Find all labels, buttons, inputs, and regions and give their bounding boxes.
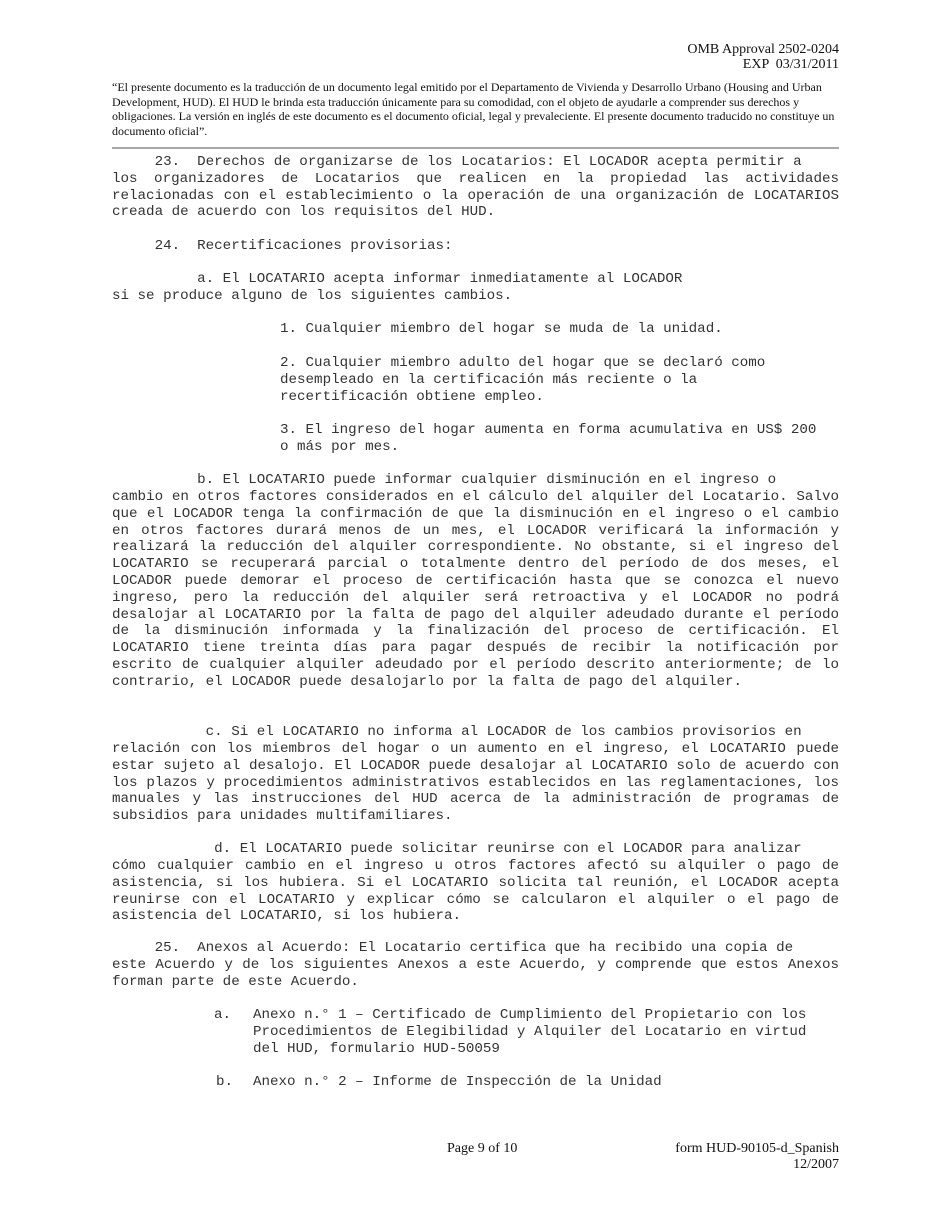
omb-approval-block: [687, 42, 839, 72]
section-24d-text: cómo cualquier cambio en el ingreso u otros factores afectó su alquiler o pago de asistencia, si los hubiera. Si el LOCATARIO solicita tal reunión, el LOCADOR acepta reunirse con el LOCATARIO y explicar cómo se calcularon el alquiler o el pago de asistencia del LOCATARIO, si los hubiera.: [112, 858, 839, 925]
change-item-3: 3. El ingreso del hogar aumenta en forma acumulativa en US$ 200 o más por mes.: [280, 422, 817, 455]
section-23-first-line: 23. Derechos de organizarse de los Locatarios: El LOCADOR acepta permitir a: [112, 154, 802, 170]
section-25-first-line: 25. Anexos al Acuerdo: El Locatario certifica que ha recibido una copia de: [112, 940, 794, 956]
form-number-block: [675, 1141, 839, 1173]
section-25-text: este Acuerdo y de los siguientes Anexos a este Acuerdo, y comprende que estos Anexos forman parte de este Acuerdo.: [112, 957, 839, 990]
page-number: Page 9 of 10: [447, 1141, 518, 1156]
section-24d-first-line: d. El LOCATARIO puede solicitar reunirse con el LOCADOR para analizar: [112, 841, 802, 857]
section-24c-text: relación con los miembros del hogar o un aumento en el ingreso, el LOCATARIO puede estar sujeto al desalojo. El LOCADOR puede desalojar al LOCATARIO solo de acuerdo con los plazos y procedimientos administrativos establecidos en las reglamentaciones, los manuales y las instrucciones del HUD acerca de la administración de programas de subsidios para unidades multifamiliares.: [112, 741, 839, 825]
form-number: form HUD-90105-d_Spanish: [675, 1141, 839, 1156]
annex-a-letter: a.: [214, 1007, 232, 1023]
section-24-title: 24. Recertificaciones provisorias:: [112, 238, 453, 254]
section-24a-first-line: a. El LOCATARIO acepta informar inmediatamente al LOCADOR: [112, 271, 683, 287]
form-date: 12/2007: [793, 1157, 839, 1172]
section-24b-first-line: b. El LOCATARIO puede informar cualquier disminución en el ingreso o: [112, 472, 777, 488]
annex-b-text: Anexo n.° 2 – Informe de Inspección de la Unidad: [253, 1074, 662, 1090]
change-item-2: 2. Cualquier miembro adulto del hogar que se declaró como desempleado en la certificación más reciente o la recertificación obtiene empleo.: [280, 355, 766, 405]
omb-approval-number: OMB Approval 2502-0204: [687, 42, 839, 57]
section-24b-text: cambio en otros factores considerados en el cálculo del alquiler del Locatario. Salvo que el LOCADOR tenga la confirmación de que la disminución en el ingreso o el cambio en otros factores durará menos de un mes, el LOCADOR verificará la información y realizará la reducción del alquiler correspondiente. No obstante, si el ingreso del LOCATARIO se recuperará parcial o totalmente dentro del período de dos meses, el LOCADOR puede demorar el proceso de certificación hasta que se conozca el nuevo ingreso, pero la reducción del alquiler será retroactiva y el LOCADOR no podrá desalojar al LOCATARIO por la falta de pago del alquiler adeudado durante el período de la disminución informada y la finalización del proceso de certificación. El LOCATARIO tiene treinta días para pagar después de recibir la notificación por escrito de cualquier alquiler adeudado por el período descrito anteriormente; de lo contrario, el LOCADOR puede desalojarlo por la falta de pago del alquiler.: [112, 489, 839, 690]
annex-a-text: Anexo n.° 1 – Certificado de Cumplimiento del Propietario con los Procedimientos de Elegibilidad y Alquiler del Locatario en virtud del HUD, formulario HUD-50059: [253, 1007, 807, 1057]
section-24c-first-line: c. Si el LOCATARIO no informa al LOCADOR de los cambios provisorios en: [112, 724, 802, 740]
section-24a-second-line: si se produce alguno de los siguientes cambios.: [112, 288, 513, 304]
change-item-1: 1. Cualquier miembro del hogar se muda de la unidad.: [280, 321, 723, 337]
annex-b-letter: b.: [216, 1074, 234, 1090]
section-23-text: los organizadores de Locatarios que realicen en la propiedad las actividades relacionadas con el establecimiento o la operación de una organización de LOCATARIOS creada de acuerdo con los requisitos del HUD.: [112, 170, 839, 221]
omb-expiration: EXP 03/31/2011: [742, 57, 839, 72]
header-divider: [112, 147, 839, 149]
translation-disclaimer: “El presente documento es la traducción de un documento legal emitido por el Departamento de Vivienda y Desarrollo Urbano (Housing and Urban Development, HUD). El HUD le brinda esta traducción únicamente para su comodidad, con el objeto de ayudarle a comprender sus derechos y obligaciones. La versión en inglés de este documento es el documento oficial, legal y prevaleciente. El presente documento traducido no constituye un documento oficial”.: [112, 80, 835, 138]
